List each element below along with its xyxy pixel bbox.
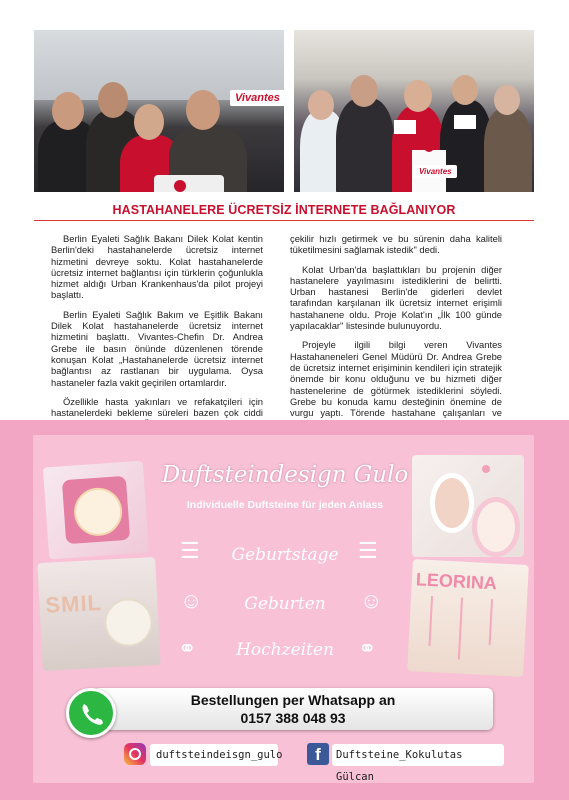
instagram-handle[interactable]: duftsteindeisgn_gulo	[150, 744, 278, 766]
photo-opening-ceremony	[34, 30, 284, 192]
occasion-births: Geburten	[244, 594, 326, 614]
facebook-handle[interactable]: Duftsteine_Kokulutas Gülcan	[332, 744, 504, 766]
order-instruction: Bestellungen per Whatsapp an	[190, 692, 396, 708]
headline-rule	[34, 220, 534, 221]
article-headline: HASTAHANELERE ÜCRETSİZ İNTERNETE BAĞLANIYOR	[112, 203, 456, 217]
occasion-weddings: Hochzeiten	[236, 640, 334, 660]
vivantes-sign: Vivantes	[230, 90, 284, 106]
baby-face-icon: ☺	[180, 588, 203, 613]
phone-glyph	[69, 691, 113, 735]
paragraph: Özellikle hasta yakınları ve refakatçileri için hastanelerdeki bekleme süreleri bazen çok ciddi	[51, 395, 263, 419]
baby-face-icon: ☺	[360, 588, 383, 613]
vivantes-podium-sign: Vivantes	[414, 165, 457, 178]
order-phone[interactable]: 0157 388 048 93	[240, 710, 346, 726]
facebook-icon[interactable]: f	[307, 743, 329, 765]
paragraph: Projeyle ilgili bilgi veren Vivantes Hastahaneneleri Genel Müdürü Dr. Andrea Grebe de ücretsiz internet erişiminin kendileri için stratejik önemde bir konu olduğunu ve bu hizmeti diğer hastenelerine de götürmek istediklerini söyledi. Grebe bu konuda kamu desteğinin önemine de vurgu yaptı. Törende hastahane çalışanları ve	[290, 339, 502, 419]
paragraph: çekilir hızlı getirmek ve bu sürenin daha kaliteli tüketilmesini sağlamak istedik" dedi.	[290, 233, 502, 256]
brand-title: Duftsteindesign Gulo	[161, 462, 409, 488]
craft-photo-name	[407, 559, 529, 677]
article-column-right	[290, 233, 502, 438]
whatsapp-icon[interactable]	[66, 688, 116, 738]
article-column-left	[51, 233, 263, 449]
birthday-cake-icon: ☰	[180, 538, 200, 563]
craft-letters: SMIL	[44, 589, 103, 618]
brand-tagline: Individuelle Duftsteine für jeden Anlass	[186, 499, 384, 511]
craft-name-letters: LEORINA	[415, 569, 498, 594]
wedding-rings-icon: ⚭	[358, 636, 377, 661]
photo-group	[294, 30, 534, 192]
occasion-birthdays: Geburtstage	[231, 545, 339, 565]
birthday-cake-icon: ☰	[358, 538, 378, 563]
paragraph: Berlin Eyaleti Sağlık Bakanı Dilek Kolat kentin Berlin'deki hastahanelerde ücretsiz internet hizmetini devreye soktu. Kolat hastahanelerde ücretsiz internet bağlantısı için türklerin çoğunlukla hizmet aldığı Urban Krankenhaus'da pilot projeyi başlattı.	[51, 233, 263, 301]
order-info-box	[93, 688, 493, 730]
instagram-icon[interactable]	[124, 743, 146, 765]
wedding-rings-icon: ⚭	[178, 636, 197, 661]
craft-photo-smile	[37, 557, 160, 671]
craft-photo-frame	[43, 461, 149, 560]
paragraph: Kolat Urban'da başlattıkları bu projenin diğer hastanelere yayılmasını istediklerini de belirtti. Urban hastanesi Berlin'de giderleri devlet tarafından karşılanan ilk ücretsiz internet erişimli hastahanene oldu. Proje Kolat'ın „İlk 100 günde yapılacaklar" listesinde bulunuyordu.	[290, 263, 502, 332]
paragraph: Berlin Eyaleti Sağlık Bakım ve Eşitlik Bakanı Dilek Kolat hastahanelerde ücretsiz internet hizmetini başlattı. Vivantes-Chefin Dr. Andrea Grebe ile basın önünde düzenlenen törende konuşan Kolat „Hastahanelerde ücretsiz internet bağlantısı az rastlanan bir uygulama. Oysa hastaneler fazla vakit geçirilen ortamlardır.	[51, 308, 263, 388]
